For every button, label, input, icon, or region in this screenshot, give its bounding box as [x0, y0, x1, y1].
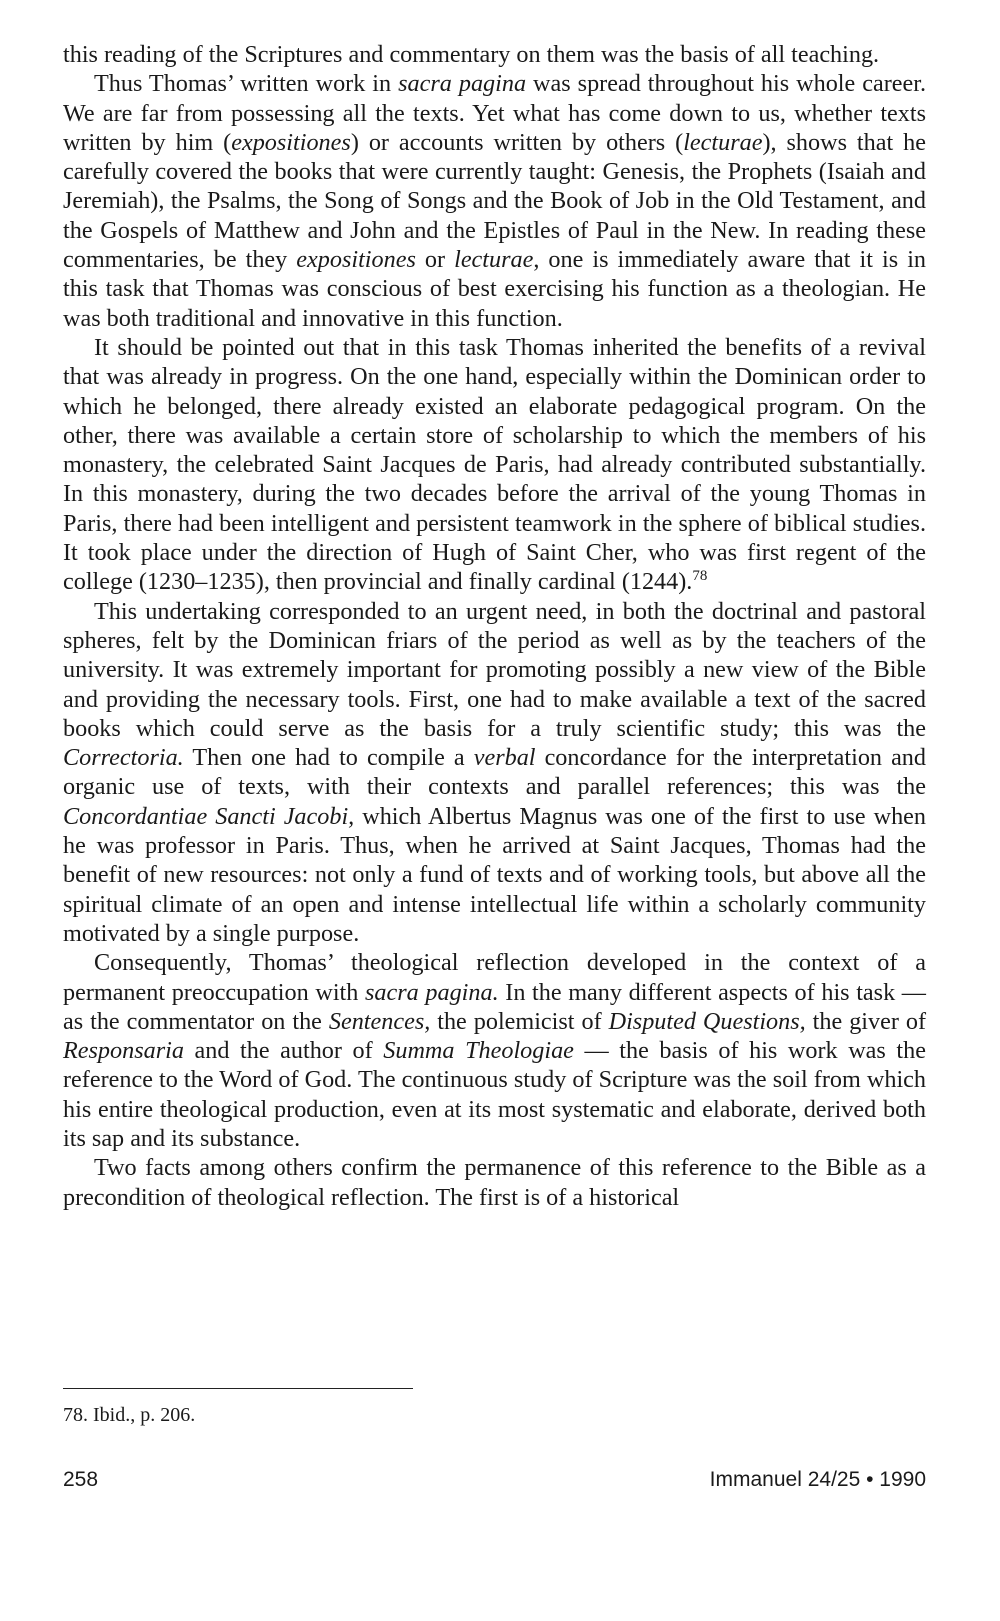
paragraph: Two facts among others confirm the permanence of this reference to the Bible as a precondition of theological reflection. The first is of a historical [63, 1154, 926, 1211]
paragraph: This undertaking corresponded to an urgent need, in both the doctrinal and pastoral spheres, felt by the Dominican friars of the period as well as by the teachers of the university. It was extremely important for promoting possibly a new view of the Bible and providing the necessary tools. First, one had to make available a text of the sacred books which could serve as the basis for a truly scientific study; this was the Correctoria. Then one had to compile a verbal concordance for the interpretation and organic use of texts, with their contexts and parallel references; this was the Concordantiae Sancti Jacobi, which Albertus Magnus was one of the first to use when he was professor in Paris. Thus, when he arrived at Saint Jacques, Thomas had the benefit of new resources: not only a fund of texts and of working tools, but above all the spiritual climate of an open and intense intellectual life within a scholarly community motivated by a single purpose. [63, 597, 926, 947]
page-footer [63, 1468, 926, 1492]
paragraph: It should be pointed out that in this task Thomas inherited the benefits of a revival that was already in progress. On the one hand, especially within the Dominican order to which he belonged, there already existed an elaborate pedagogical program. On the other, there was available a certain store of scholarship to which the members of his monastery, the celebrated Saint Jacques de Paris, had already contributed substantially. In this monastery, during the two decades before the arrival of the young Thomas in Paris, there had been intelligent and persistent teamwork in the sphere of biblical studies. It took place under the direction of Hugh of Saint Cher, who was first regent of the college (1230–1235), then provincial and finally cardinal (1244).$^{78}$ [63, 333, 926, 596]
footnote-reference[interactable]: 78 [692, 568, 708, 585]
paragraph: this reading of the Scriptures and commentary on them was the basis of all teaching. [63, 41, 880, 68]
body-text [63, 40, 926, 1212]
paragraph: Consequently, Thomas’ theological reflection developed in the context of a permanent preoccupation with sacra pagina. In the many different aspects of his task — as the commentator on the Sentences, the polemicist of Disputed Questions, the giver of Responsaria and the author of Summa Theologiae — the basis of his work was the reference to the Word of God. The continuous study of Scripture was the soil from which his entire theological production, even at its most systematic and elaborate, derived both its sap and its substance. [63, 949, 927, 1152]
footnote: 78. Ibid., p. 206. [63, 1404, 196, 1426]
footnote-divider [63, 1388, 413, 1389]
paragraph: Thus Thomas’ written work in sacra pagina was spread throughout his whole career. We are far from possessing all the texts. Yet what has come down to us, whether texts written by him (expositiones) or accounts written by others (lecturae), shows that he carefully covered the books that were currently taught: Genesis, the Prophets (Isaiah and Jeremiah), the Psalms, the Song of Songs and the Book of Job in the Old Testament, and the Gospels of Matthew and John and the Epistles of Paul in the New. In reading these commentaries, be they expositiones or lecturae, one is immediately aware that it is in this task that Thomas was conscious of best exercising his function as a theologian. He was both traditional and innovative in this function. [63, 70, 927, 332]
page-number: 258 [63, 1468, 99, 1491]
journal-citation: Immanuel 24/25 • 1990 [709, 1468, 926, 1491]
